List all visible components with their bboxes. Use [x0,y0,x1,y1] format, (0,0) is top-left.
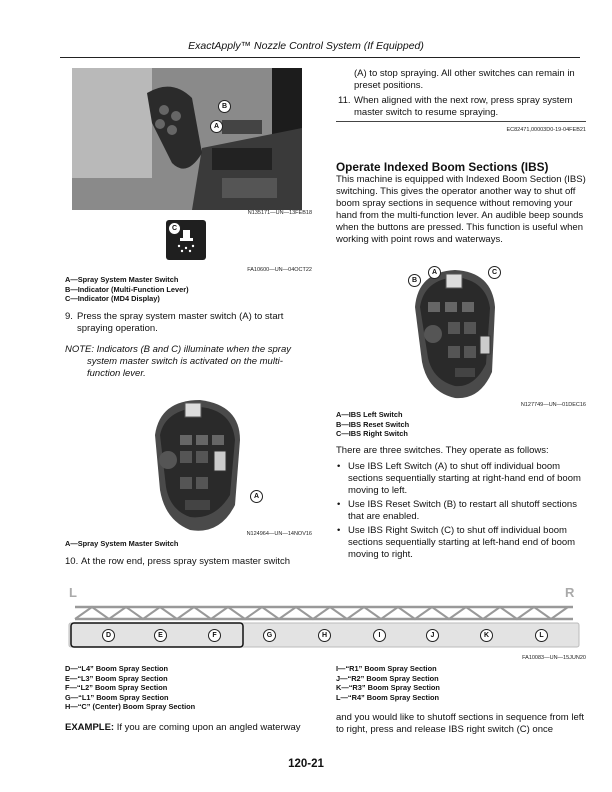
legend-item: F—“L2” Boom Spray Section [65,683,168,693]
bullet-item: • Use IBS Right Switch (C) to shut off individual boom sections sequentially starting at left-hand end of boom moving to right. [336,525,586,561]
legend-item: K—“R3” Boom Spray Section [336,683,440,693]
boom-legend-right [336,664,586,702]
three-switches-text: There are three switches. They operate as follows: [336,445,549,456]
cab-photo [72,68,302,210]
step-11-text: When aligned with the next row, press spray system master switch to resume spraying. [354,95,573,118]
step-9 [65,311,310,335]
section-heading: Operate Indexed Boom Sections (IBS) [336,160,549,174]
boom-callout-f: F [208,629,221,642]
legend-item: E—“L3” Boom Spray Section [65,673,168,683]
multi-function-lever-drawing [140,395,270,535]
fig2-id: FA10600—UN—04OCT22 [247,267,312,273]
legend-3 [336,410,586,439]
step-9-text: Press the spray system master switch (A) to start spraying operation. [77,311,284,334]
step-10 [65,556,315,568]
boom-callout-k: K [480,629,493,642]
section-rule [336,121,586,122]
fig4-callout-b: B [408,274,421,287]
ibs-intro: This machine is equipped with Indexed Boom Section (IBS) switching. This gives the operator another way to shut off boom spray sections in sequence without removing your hand from the multi-function lever. An audible beep sounds when the buttons are pressed. This function is useful when working with point rows and waterways. [336,174,586,245]
boom-callout-h: H [318,629,331,642]
fig1-callout-a: A [210,120,223,133]
step-10-text: At the row end, press spray system master switch [81,556,291,567]
legend-item: D—“L4” Boom Spray Section [65,664,169,673]
page-number: 120-21 [288,758,324,770]
legend-item: B—IBS Reset Switch [336,419,410,429]
boom-diagram [65,585,585,653]
md4-indicator-graphic [166,220,206,260]
example-label: EXAMPLE: [65,722,115,733]
fig4-id: N127749—UN—01DEC16 [520,402,586,408]
legend-item: H—“C” (Center) Boom Spray Section [65,702,196,712]
bullet-item: • Use IBS Reset Switch (B) to restart all shutoff sections that are enabled. [336,499,586,523]
bullet-item: • Use IBS Left Switch (A) to shut off individual boom sections sequentially starting at right-hand end of boom moving to left. [336,461,586,497]
lever-graphic-1 [140,395,270,535]
step-9-number: 9. [65,311,73,322]
step-10-number: 10. [65,556,79,567]
fig5-id: FA10083—UN—15JUN20 [522,655,586,661]
legend-item: A—IBS Left Switch [336,410,403,419]
legend-1 [65,275,305,304]
reference-code: EC82471,00003D0-19-04FEB21 [506,127,586,133]
legend-item: G—“L1” Boom Spray Section [65,692,169,702]
page-header: ExactApply™ Nozzle Control System (If Equipped) [188,40,424,52]
legend-item: A—Spray System Master Switch [65,275,179,284]
boom-callout-d: D [102,629,115,642]
example-body: If you are coming upon an angled waterway [114,722,301,733]
header-rule [60,57,580,58]
switch-bullets [336,461,586,563]
fig1-id: N135171—UN—13FEB18 [247,210,312,216]
cab-photo-drawing [72,68,302,210]
fig3-id: N124964—UN—14NOV16 [246,531,312,537]
example-text [65,722,325,734]
legend-item: J—“R2” Boom Spray Section [336,673,439,683]
fig4-callout-c: C [488,266,501,279]
note: NOTE: Indicators (B and C) illuminate when the spray system master switch is activated on the multi-function lever. [65,344,291,379]
boom-callout-l: L [535,629,548,642]
legend-item: A—Spray System Master Switch [65,539,179,548]
boom-right-label: R [565,585,575,600]
legend-2 [65,539,305,549]
boom-left-label: L [69,585,77,600]
legend-item: C—Indicator (MD4 Display) [65,294,160,304]
step-10-continued: (A) to stop spraying. All other switches can remain in preset positions. [354,68,575,91]
legend-item: C—IBS Right Switch [336,429,408,439]
legend-item: L—“R4” Boom Spray Section [336,692,440,702]
lever-graphic-2 [400,262,510,402]
boom-legend-left [65,664,315,712]
fig1-callout-b: B [218,100,231,113]
boom-callout-i: I [373,629,386,642]
closing-text: and you would like to shutoff sections in sequence from left to right, press and release IBS right switch (C) once [336,712,585,735]
boom-truss-drawing [65,585,585,653]
fig2-callout-c: C [168,222,181,235]
boom-callout-e: E [154,629,167,642]
step-11 [338,95,586,119]
fig3-callout-a: A [250,490,263,503]
boom-callout-j: J [426,629,439,642]
boom-callout-g: G [263,629,276,642]
legend-item: B—Indicator (Multi-Function Lever) [65,284,189,294]
step-11-number: 11. [338,95,351,106]
fig4-callout-a: A [428,266,441,279]
legend-item: I—“R1” Boom Spray Section [336,664,437,673]
